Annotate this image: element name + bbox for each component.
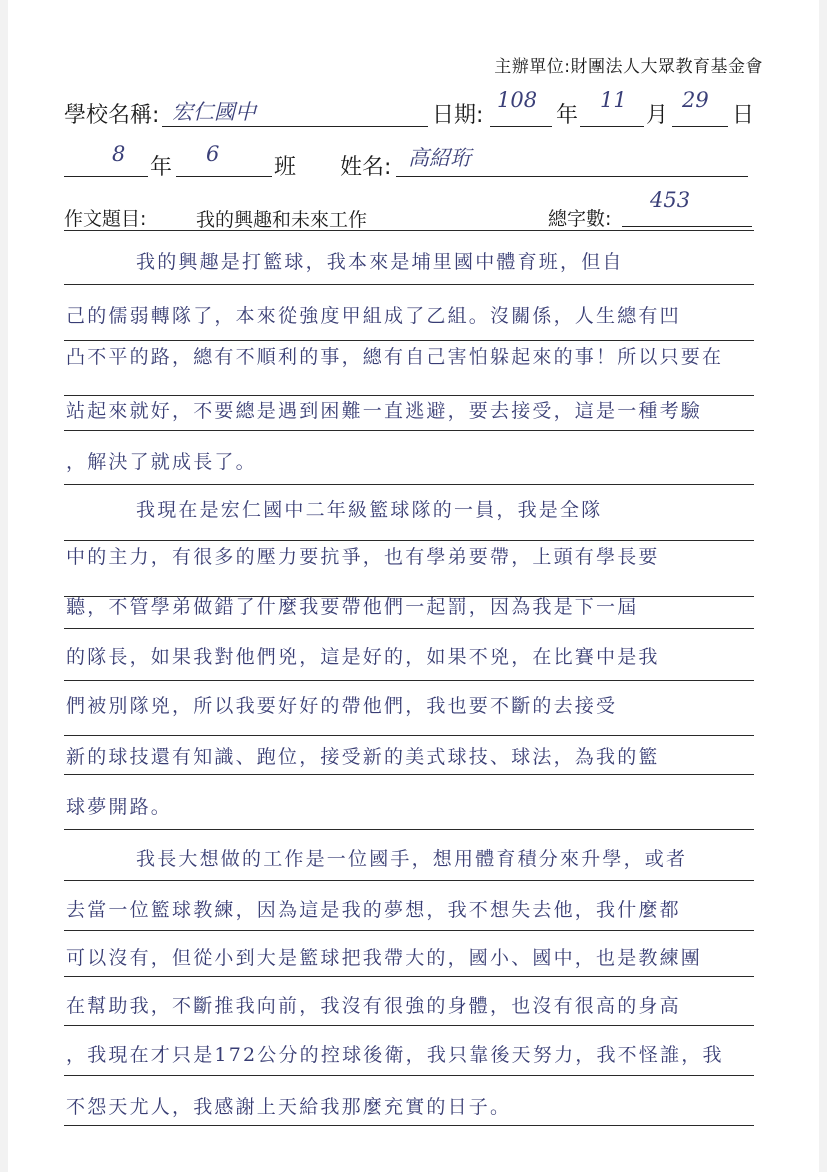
essay-line: 在幫助我，不斷推我向前，我沒有很強的身體，也沒有很高的身高 <box>66 995 681 1017</box>
scan-edge-right <box>819 0 827 1172</box>
ruled-line <box>64 284 754 285</box>
ruled-line <box>64 774 754 775</box>
essay-line: 不怨天尤人，我感謝上天給我那麼充實的日子。 <box>66 1096 512 1118</box>
ruled-line <box>64 735 754 736</box>
name-value: 高紹珩 <box>408 146 471 170</box>
grade-unit: 年 <box>150 155 173 180</box>
organizer-label: 主辦單位:財團法人大眾教育基金會 <box>494 57 763 77</box>
essay-line: 中的主力，有很多的壓力要抗爭，也有學弟要帶，上頭有學長要 <box>66 546 660 568</box>
date-label: 日期: <box>432 103 484 128</box>
class-field <box>176 150 272 177</box>
ruled-line <box>64 680 754 681</box>
grade-field <box>64 150 148 177</box>
essay-line: 聽，不管學弟做錯了什麼我要帶他們一起罰，因為我是下一屆 <box>66 596 639 618</box>
essay-line: 新的球技還有知識、跑位，接受新的美式球技、球法，為我的籃 <box>66 746 660 768</box>
ruled-line <box>64 1075 754 1076</box>
essay-line: 的隊長，如果我對他們兇，這是好的，如果不兇，在比賽中是我 <box>66 646 660 668</box>
year-value: 108 <box>497 88 538 112</box>
essay-line: ，我現在才只是172公分的控球後衛，我只靠後天努力，我不怪誰，我 <box>66 1044 724 1066</box>
school-value: 宏仁國中 <box>172 100 256 124</box>
ruled-line <box>64 230 754 231</box>
ruled-line <box>64 829 754 830</box>
essay-line: 凸不平的路，總有不順利的事，總有自己害怕躲起來的事！所以只要在 <box>66 346 724 368</box>
ruled-line <box>64 430 754 431</box>
essay-line: 球夢開路。 <box>66 796 173 818</box>
ruled-line <box>64 628 754 629</box>
ruled-line <box>64 880 754 881</box>
essay-line: ，解決了就成長了。 <box>66 451 257 473</box>
grade-value: 8 <box>112 142 126 166</box>
ruled-line <box>64 930 754 931</box>
essay-line: 站起來就好，不要總是遇到困難一直逃避，要去接受，這是一種考驗 <box>66 400 703 422</box>
class-unit: 班 <box>274 155 297 180</box>
day-value: 29 <box>682 88 709 112</box>
essay-line: 我的興趣是打籃球，我本來是埔里國中體育班，但自 <box>136 251 624 273</box>
topic-label: 作文題目: <box>64 208 147 230</box>
wordcount-label: 總字數: <box>548 208 612 230</box>
essay-line: 我長大想做的工作是一位國手，想用體育積分來升學，或者 <box>136 848 688 870</box>
scan-edge-left <box>0 0 8 1172</box>
ruled-line <box>64 976 754 977</box>
ruled-line <box>64 484 754 485</box>
essay-line: 們被別隊兇，所以我要好好的帶他們，我也要不斷的去接受 <box>66 695 618 717</box>
essay-line: 己的儒弱轉隊了，本來從強度甲組成了乙組。沒關係，人生總有凹 <box>66 305 681 327</box>
day-unit: 日 <box>732 103 755 128</box>
month-value: 11 <box>600 88 627 112</box>
class-value: 6 <box>206 142 220 166</box>
month-unit: 月 <box>646 103 669 128</box>
school-label: 學校名稱: <box>64 103 160 128</box>
year-unit: 年 <box>556 103 579 128</box>
essay-line: 我現在是宏仁國中二年級籃球隊的一員，我是全隊 <box>136 499 603 521</box>
essay-line: 去當一位籃球教練，因為這是我的夢想，我不想失去他，我什麼都 <box>66 899 681 921</box>
ruled-line <box>64 1025 754 1026</box>
essay-line: 可以沒有，但從小到大是籃球把我帶大的，國小、國中，也是教練團 <box>66 947 703 969</box>
wordcount-value: 453 <box>650 188 691 212</box>
topic-value: 我的興趣和未來工作 <box>196 209 368 231</box>
ruled-line <box>64 1125 754 1126</box>
name-label: 姓名: <box>340 155 392 180</box>
